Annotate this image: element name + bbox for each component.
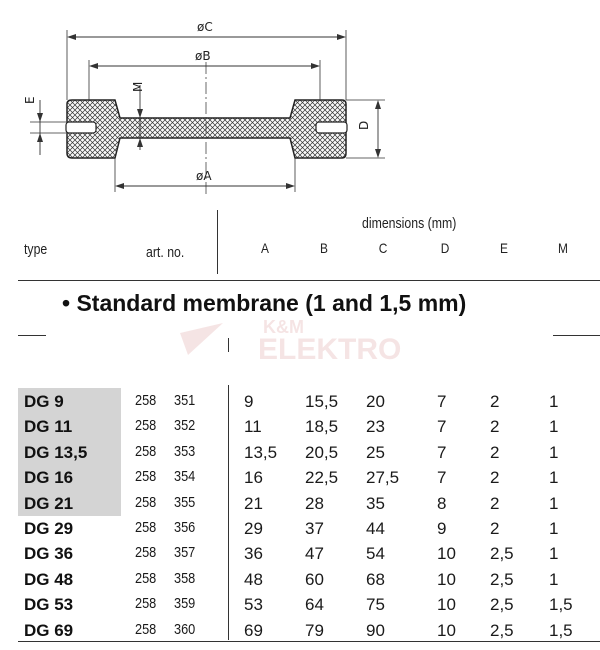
dim-e-cell: 2 [490, 468, 500, 488]
artno-prefix-cell: 258 [135, 442, 157, 460]
artno-prefix-cell: 258 [135, 519, 157, 536]
dim-d-cell: 7 [437, 417, 447, 437]
svg-text:ELEKTRO: ELEKTRO [258, 333, 402, 365]
dim-m-cell: 1,5 [549, 620, 573, 640]
dim-m-cell: 1 [549, 493, 559, 513]
table-row [0, 494, 600, 519]
type-cell: DG 69 [24, 620, 74, 640]
artno-prefix-cell: 258 [135, 493, 157, 511]
dim-c-cell: 20 [366, 392, 385, 411]
table-row [0, 570, 600, 595]
artno-suffix-cell: 354 [174, 468, 196, 486]
table-row [0, 468, 600, 493]
dim-c-cell: 35 [366, 493, 385, 513]
dim-m-cell: 1 [549, 468, 559, 488]
dim-m-cell: 1 [549, 417, 559, 437]
dim-label-d: D [357, 120, 371, 130]
dim-d-cell: 10 [437, 595, 456, 615]
dim-label-e: E [23, 96, 37, 104]
artno-prefix-cell: 258 [135, 468, 157, 486]
dim-b-cell: 47 [305, 544, 324, 564]
type-cell: DG 16 [24, 468, 74, 488]
dim-d-cell: 7 [437, 468, 447, 488]
table-row [0, 519, 600, 544]
dim-d-cell: 7 [437, 392, 447, 411]
dim-d-cell: 7 [437, 442, 447, 462]
dim-c-cell: 68 [366, 569, 385, 589]
type-cell: DG 21 [24, 493, 74, 513]
dim-a-cell: 21 [244, 493, 263, 513]
dim-m-cell: 1 [549, 392, 559, 411]
artno-suffix-cell: 352 [174, 417, 196, 435]
dim-a-cell: 36 [244, 544, 263, 564]
dim-d-cell: 9 [437, 519, 447, 538]
artno-prefix-cell: 258 [135, 544, 157, 562]
artno-suffix-cell: 360 [174, 620, 196, 638]
dim-label-a: øA [196, 169, 212, 183]
dim-d-cell: 10 [437, 544, 456, 564]
dim-a-cell: 69 [244, 620, 263, 640]
type-cell: DG 36 [24, 544, 74, 564]
dim-d-cell: 10 [437, 569, 456, 589]
dim-d-cell: 8 [437, 493, 447, 513]
dim-m-cell: 1 [549, 569, 559, 589]
dim-c-cell: 27,5 [366, 468, 400, 488]
section-divider-left [18, 335, 46, 336]
column-header-m: M [558, 240, 568, 256]
dim-c-cell: 90 [366, 620, 385, 640]
type-column-header: type [24, 241, 48, 258]
artno-prefix-cell: 258 [135, 392, 157, 409]
artno-suffix-cell: 356 [174, 519, 196, 536]
dim-b-cell: 60 [305, 569, 324, 589]
dim-c-cell: 23 [366, 417, 385, 437]
dim-c-cell: 54 [366, 544, 385, 564]
table-row [0, 392, 600, 417]
artno-suffix-cell: 357 [174, 544, 196, 562]
artno-prefix-cell: 258 [135, 620, 157, 638]
left-groove [66, 122, 96, 133]
artno-suffix-cell: 353 [174, 442, 196, 460]
artno-column-header: art. no. [146, 244, 185, 261]
artno-prefix-cell: 258 [135, 417, 157, 435]
dim-m-cell: 1 [549, 442, 559, 462]
section-divider-right [553, 335, 600, 336]
dim-c-cell: 44 [366, 519, 385, 538]
dim-m-cell: 1 [549, 544, 559, 564]
column-header-c: C [378, 240, 388, 256]
dim-label-b: øB [195, 49, 211, 63]
dim-c-cell: 75 [366, 595, 385, 615]
dim-e-cell: 2,5 [490, 620, 514, 640]
brand-watermark-logo [178, 315, 428, 365]
artno-suffix-cell: 351 [174, 392, 196, 409]
dim-a-cell: 16 [244, 468, 263, 488]
dim-label-c: øC [197, 20, 213, 34]
dim-a-cell: 11 [244, 417, 262, 437]
column-header-b: B [320, 240, 328, 256]
right-groove [316, 122, 347, 133]
dim-b-cell: 15,5 [305, 392, 339, 411]
dimensions-header: dimensions (mm) [362, 215, 457, 232]
type-cell: DG 29 [24, 519, 74, 538]
header-divider-horizontal [18, 280, 600, 281]
dim-b-cell: 22,5 [305, 468, 339, 488]
column-header-a: A [261, 240, 269, 256]
column-header-e: E [500, 240, 508, 256]
type-cell: DG 13,5 [24, 442, 88, 462]
body-bottom-line [18, 641, 600, 642]
header-divider-vertical [217, 210, 218, 274]
dim-a-cell: 13,5 [244, 442, 278, 462]
dim-b-cell: 79 [305, 620, 324, 640]
dim-a-cell: 29 [244, 519, 263, 538]
dim-m-cell: 1 [549, 519, 559, 538]
type-cell: DG 48 [24, 569, 74, 589]
column-header-d: D [440, 240, 450, 256]
dim-label-m: M [131, 81, 145, 92]
dim-c-cell: 25 [366, 442, 385, 462]
table-row [0, 544, 600, 569]
section-title: • Standard membrane (1 and 1,5 mm) [62, 290, 467, 316]
body-divider-vertical [228, 385, 229, 640]
artno-prefix-cell: 258 [135, 569, 157, 587]
dim-a-cell: 9 [244, 392, 254, 411]
dim-e-cell: 2 [490, 417, 500, 437]
table-row [0, 417, 600, 442]
dim-e-cell: 2,5 [490, 595, 514, 615]
type-cell: DG 53 [24, 595, 74, 615]
dim-b-cell: 64 [305, 595, 324, 615]
artno-suffix-cell: 358 [174, 569, 196, 587]
grommet-cross-section-drawing [0, 0, 600, 200]
dim-e-cell: 2 [490, 442, 500, 462]
table-row [0, 443, 600, 468]
artno-prefix-cell: 258 [135, 595, 157, 613]
dim-e-cell: 2 [490, 493, 500, 513]
table-row [0, 595, 600, 620]
type-cell: DG 9 [24, 392, 64, 411]
dim-e-cell: 2,5 [490, 544, 514, 564]
grommet-body-shape [67, 100, 346, 158]
dim-e-cell: 2,5 [490, 569, 514, 589]
dim-b-cell: 20,5 [305, 442, 339, 462]
dim-e-cell: 2 [490, 519, 500, 538]
artno-suffix-cell: 359 [174, 595, 196, 613]
dim-d-cell: 10 [437, 620, 456, 640]
dim-m-cell: 1,5 [549, 595, 573, 615]
type-cell: DG 11 [24, 417, 73, 437]
dim-a-cell: 53 [244, 595, 263, 615]
dim-a-cell: 48 [244, 569, 263, 589]
svg-text:K&M: K&M [263, 317, 304, 337]
dim-b-cell: 28 [305, 493, 324, 513]
dim-b-cell: 18,5 [305, 417, 339, 437]
dim-b-cell: 37 [305, 519, 324, 538]
dim-e-cell: 2 [490, 392, 500, 411]
artno-suffix-cell: 355 [174, 493, 196, 511]
